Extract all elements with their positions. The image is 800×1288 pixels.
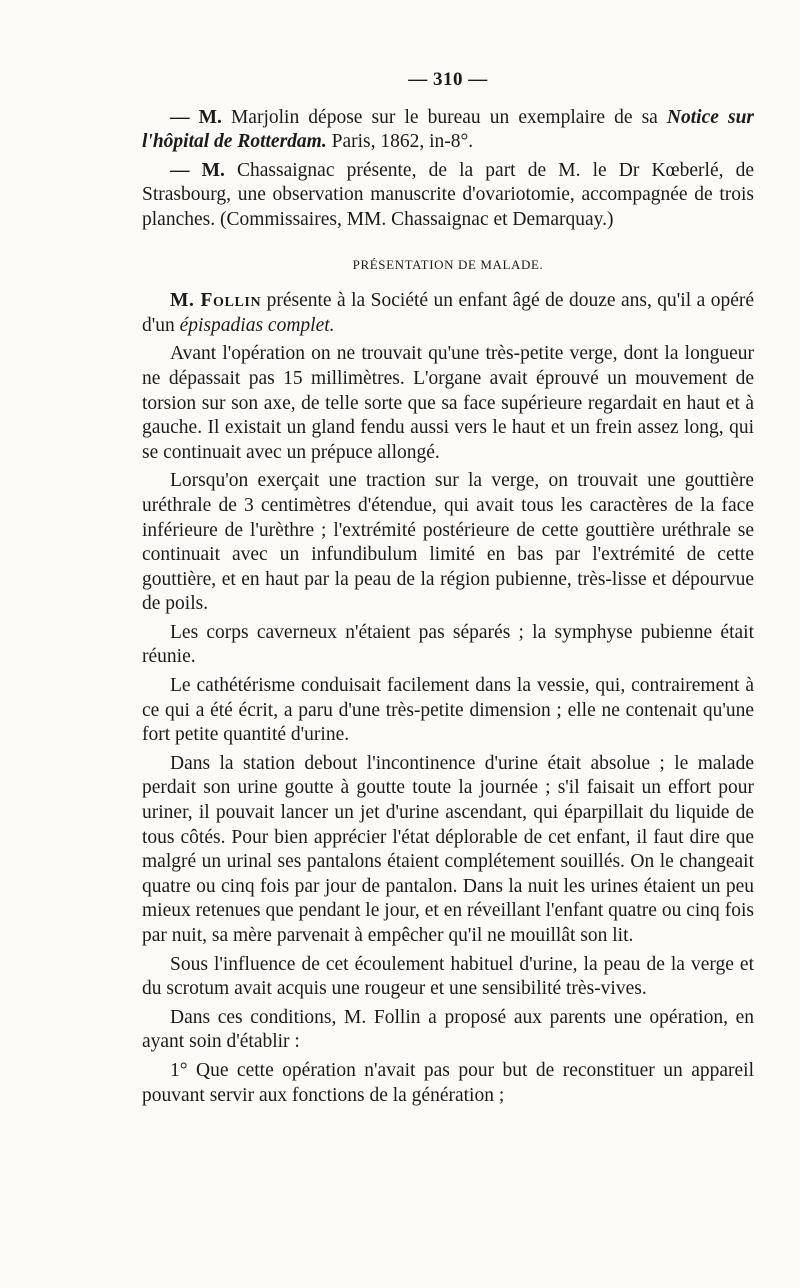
body-paragraph: Dans ces conditions, M. Follin a proposé aux parents une opération, en ayant soin d'établir : [142,1006,754,1053]
section-heading: PRÉSENTATION DE MALADE. [352,256,544,272]
body-paragraph: Dans la station debout l'incontinence d'urine était absolue ; le malade perdait son urine goutte à goutte toute la journée ; s'il faisait un effort pour uriner, il pouvait lancer un jet d'urine ascendant, qui éparpillait du liquide de tous côtés. Pour bien apprécier l'état déplorable de cet enfant, il faut dire que malgré un urinal ses pantalons étaient complétement souillés. On le changeait quatre ou cinq fois par jour de pantalon. Dans la nuit les urines étaient un peu mieux retenues que pendant le jour, et en réveillant l'enfant quatre ou cinq fois par nuit, sa mère parvenait à empêcher qu'il ne mouillât son lit. [142,752,754,946]
body-paragraph: Les corps caverneux n'étaient pas séparés ; la symphyse pubienne était réunie. [142,621,754,668]
speaker-lead: — M. [170,106,222,128]
body-paragraph: Le cathétérisme conduisait facilement dans la vessie, qui, contrairement à ce qui a été écrit, a paru d'une très-petite dimension ; elle ne contenait qu'une fort petite quantité d'urine. [142,675,754,746]
emphasis-term: épispadias complet. [179,314,335,336]
paragraph-text: Marjolin dépose sur le bureau un exemplaire de sa [221,106,667,128]
page-number: — 310 — [408,69,488,90]
body-paragraph: Sous l'influence de cet écoulement habituel d'urine, la peau de la verge et du scrotum avait acquis une rougeur et une sensibilité très-vives. [142,953,754,1000]
body-paragraph: Lorsqu'on exerçait une traction sur la verge, on trouvait une gouttière uréthrale de 3 centimètres d'étendue, qui avait tous les caractères de la face inférieure de l'urèthre ; l'extrémité postérieure de cette gouttière uréthrale se continuait avec un infundibulum limité en bas par l'extrémité de cette gouttière, et en haut par la peau de la région pubienne, très-lisse et dépourvue de poils. [142,470,754,615]
paragraph-follin [142,289,754,338]
paragraph-chassaignac [142,159,754,233]
paragraph-marjolin [142,106,754,155]
document-page [142,68,754,1108]
speaker-lead: — M. [170,159,225,181]
paragraph-text: Paris, 1862, in-8°. [326,131,474,153]
paragraph-text: Chassaignac présente, de la part de M. le Dr Kœberlé, de Strasbourg, une observation manuscrite d'ovariotomie, accompagnée de trois planches. (Commissaires, MM. Chassaignac et Demarquay.) [142,159,754,230]
body-paragraph: 1° Que cette opération n'avait pas pour but de reconstituer un appareil pouvant servir aux fonctions de la génération ; [142,1059,754,1106]
speaker-name: M. Follin [170,290,262,312]
book-title: Notice sur l'hôpital de Rotterdam. [142,106,754,153]
body-paragraph: Avant l'opération on ne trouvait qu'une très-petite verge, dont la longueur ne dépassait pas 15 millimètres. L'organe avait éprouvé un mouvement de torsion sur son axe, de telle sorte que sa face supérieure regardait en haut et à gauche. Il existait un gland fendu aussi vers le haut et un frein assez long, qui se continuait avec un prépuce allongé. [142,343,754,463]
paragraph-text: présente à la Société un enfant âgé de douze ans, qu'il a opéré d'un [142,290,755,336]
